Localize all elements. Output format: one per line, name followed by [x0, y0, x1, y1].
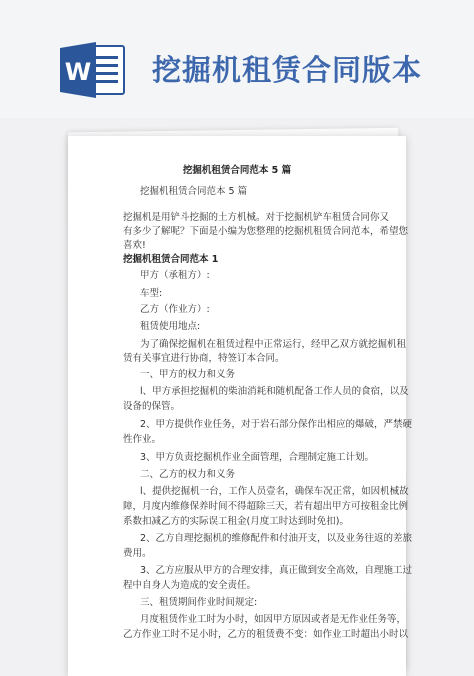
document-page — [68, 136, 413, 676]
doc-line: 2、甲方提供作业任务，对于岩石部分保作出相应的爆破，严禁硬 — [140, 419, 413, 430]
doc-line: 乙方作业工时不足小时，乙方的租赁费不变：如作业工时超出小时以 — [123, 629, 409, 640]
section-heading: 挖掘机租赁合同范本 1 — [123, 254, 219, 265]
doc-line: 月度租赁作业工时为小时，如因甲方原因或者是无作业任务等， — [140, 614, 407, 625]
doc-line: l、甲方承担挖掘机的柴油消耗和随机配备工作人员的食宿，以及 — [140, 386, 409, 397]
banner — [0, 0, 474, 118]
doc-line: 费用。 — [123, 548, 152, 559]
doc-line: 乙方（作业方）: — [140, 304, 210, 315]
doc-line: 挖掘机是用铲斗挖掘的土方机械。对于挖掘机铲车租赁合同你又 — [123, 212, 390, 223]
doc-line: 赁有关事宜进行协商，特签订本合同。 — [123, 353, 285, 364]
doc-line: 3、甲方负责挖掘机作业全面管理，合理制定施工计划。 — [140, 452, 375, 463]
doc-line: 一、甲方的权力和义务 — [140, 369, 236, 380]
banner-title: 挖掘机租赁合同版本 — [152, 53, 423, 87]
doc-line: 三、租赁期间作业时间规定: — [140, 597, 258, 608]
doc-line: 二、乙方的权力和义务 — [140, 469, 236, 480]
doc-line: 程中自身人为造成的安全责任。 — [123, 580, 257, 591]
doc-line: 有多少了解呢？下面是小编为您整理的挖掘机租赁合同范本，希望您 — [123, 226, 409, 237]
word-document-icon — [60, 42, 126, 98]
doc-line: 性作业。 — [123, 434, 162, 445]
doc-line: 喜欢! — [123, 240, 146, 251]
doc-line: 2、乙方自理挖掘机的维修配件和付油开支，以及业务往返的差旅 — [140, 533, 413, 544]
doc-line: 系数扣减乙方的实际误工租金(月度工时达到时免扣)。 — [123, 516, 349, 527]
doc-line: 为了确保挖掘机在租赁过程中正常运行，经甲乙双方就挖掘机租 — [140, 339, 407, 350]
doc-line: 3、乙方应服从甲方的合理安排，真正做到安全高效，自理施工过 — [140, 565, 413, 576]
doc-line: 障，月度内维修保养时间不得超除三天，若有超出甲方可按租金比例 — [123, 501, 409, 512]
doc-line: 挖掘机租赁合同范本 5 篇 — [140, 186, 248, 197]
doc-line: 甲方（承租方）: — [140, 270, 210, 281]
doc-line: l、提供挖掘机一台，工作人员壹名，确保车况正常，如因机械故 — [140, 486, 409, 497]
doc-line: 设备的保管。 — [123, 401, 181, 412]
doc-line: 车型: — [140, 288, 163, 299]
doc-line: 租赁使用地点: — [140, 321, 201, 332]
word-icon-letter: W — [64, 58, 92, 86]
document-title: 挖掘机租赁合同范本 5 篇 — [182, 165, 292, 176]
